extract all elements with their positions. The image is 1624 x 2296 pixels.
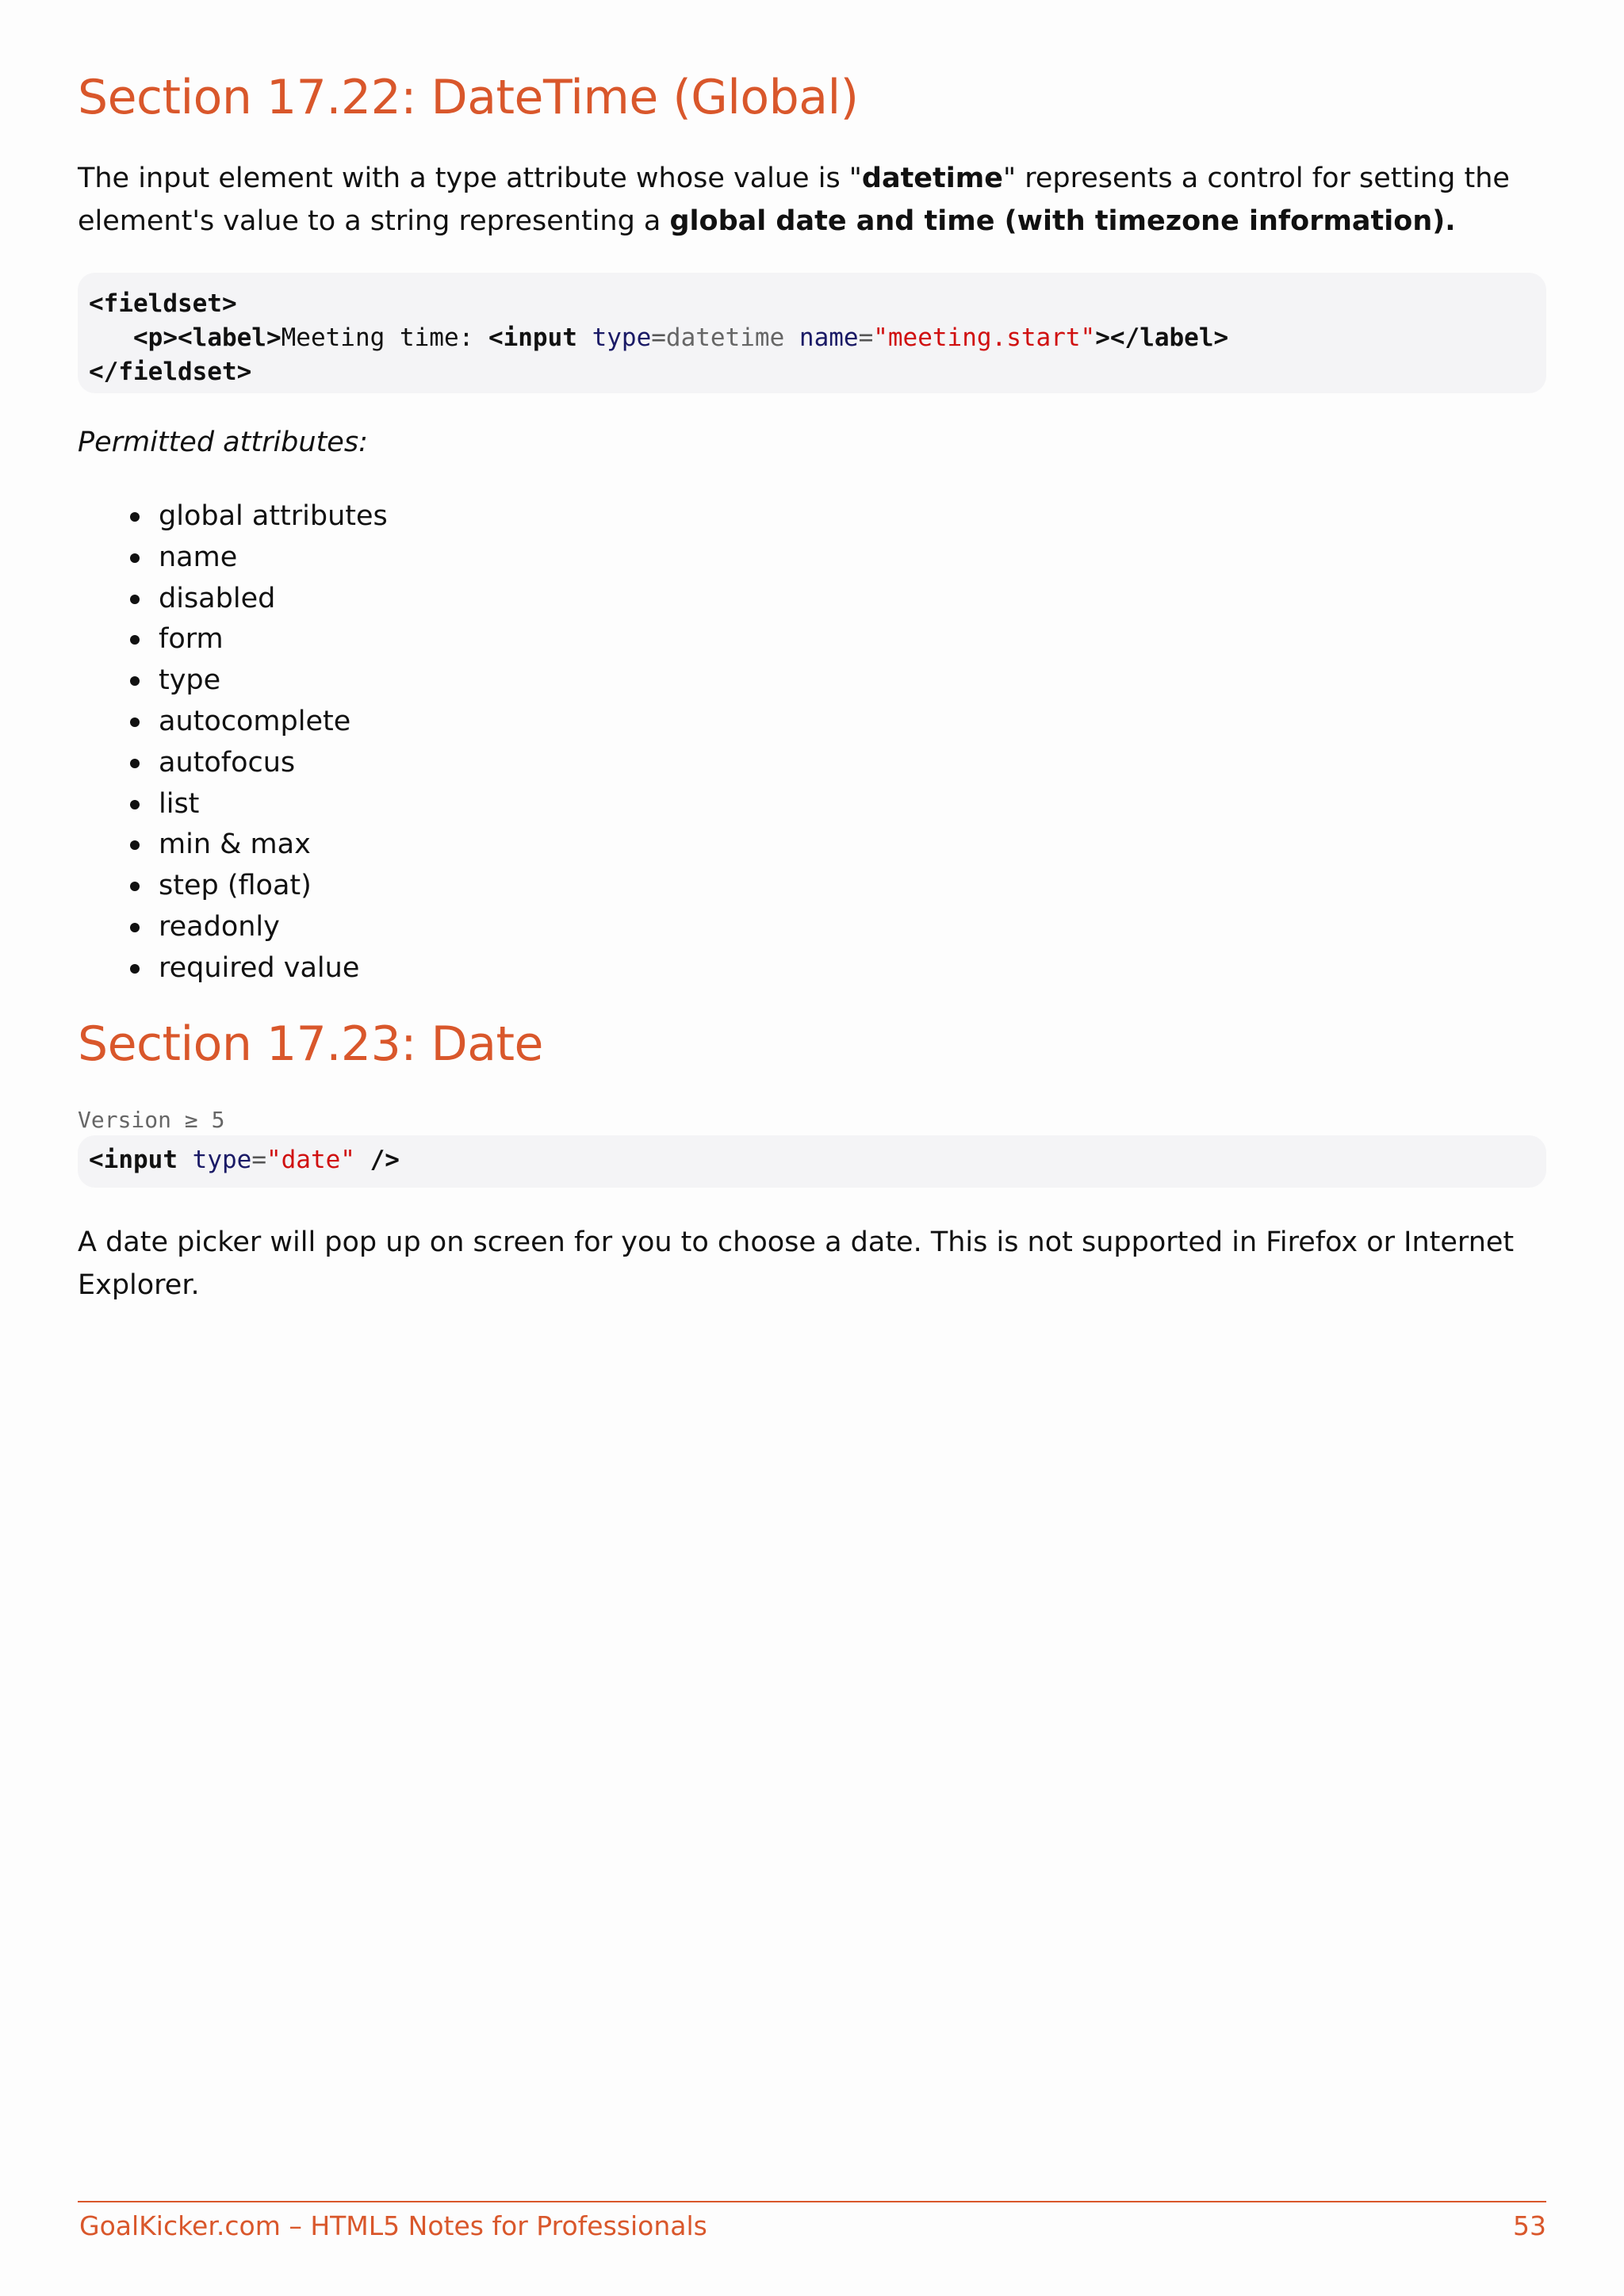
- code-line-3: [89, 355, 1535, 389]
- code-self-close: />: [354, 1146, 400, 1174]
- version-note: Version ≥ 5: [78, 1107, 225, 1133]
- bullet-icon: [130, 635, 140, 645]
- code-val-datetime: datetime: [665, 323, 785, 352]
- code-line-1: [89, 1143, 1535, 1177]
- section-title-date: Section 17.23: Date: [78, 1016, 543, 1072]
- footer-divider: [78, 2201, 1546, 2202]
- code-line-2: [89, 321, 1535, 355]
- code-space: [178, 1146, 193, 1174]
- bullet-icon: [130, 840, 140, 850]
- list-item-text: autocomplete: [159, 705, 351, 737]
- footer-title: GoalKicker.com – HTML5 Notes for Professionals: [79, 2210, 707, 2241]
- list-item: [128, 825, 388, 866]
- code-space: [577, 323, 592, 352]
- list-item: [128, 784, 388, 825]
- code-eq: =: [651, 323, 666, 352]
- code-eq: =: [251, 1146, 266, 1174]
- bullet-icon: [130, 718, 140, 727]
- list-item-text: step (float): [159, 870, 312, 902]
- list-item: [128, 579, 388, 620]
- attribute-list: [128, 496, 388, 989]
- code-val-meeting-start: "meeting.start": [873, 323, 1096, 352]
- intro-bold-datetime: datetime: [861, 163, 1003, 194]
- list-item-text: disabled: [159, 582, 276, 614]
- intro-text-1: The input element with a type attribute whose value is ": [78, 163, 862, 194]
- bullet-icon: [130, 964, 140, 974]
- list-item-text: form: [159, 623, 224, 656]
- date-description-paragraph: A date picker will pop up on screen for you to choose a date. This is not supported in Firefox or Internet Explorer.: [78, 1226, 1515, 1301]
- permitted-attributes-label: Permitted attributes:: [78, 427, 368, 458]
- intro-bold-global: global date and time (with timezone information).: [669, 205, 1456, 237]
- code-eq: =: [858, 323, 874, 352]
- list-item-text: list: [159, 787, 200, 820]
- section-title-datetime: Section 17.22: DateTime (Global): [78, 70, 859, 125]
- code-block-date: [78, 1135, 1546, 1188]
- code-attr-type: type: [592, 323, 652, 352]
- datetime-intro-paragraph: [78, 157, 1546, 243]
- list-item: [128, 907, 388, 948]
- bullet-icon: [130, 759, 140, 768]
- bullet-icon: [130, 595, 140, 604]
- bullet-icon: [130, 882, 140, 891]
- list-item: [128, 948, 388, 989]
- code-input-tag: <input: [488, 323, 577, 352]
- list-item-text: min & max: [159, 828, 311, 861]
- code-attr-name: name: [799, 323, 859, 352]
- code-fieldset-open: <fieldset>: [89, 289, 237, 318]
- intro-text-2: " represents a control for setting the element's value to a string representing a: [78, 163, 1510, 237]
- list-item-text: required value: [159, 951, 360, 984]
- list-item: [128, 496, 388, 538]
- code-fieldset-close: </fieldset>: [89, 358, 252, 386]
- list-item: [128, 702, 388, 743]
- list-item: [128, 743, 388, 784]
- code-val-date: "date": [266, 1146, 355, 1174]
- bullet-icon: [130, 800, 140, 809]
- list-item: [128, 619, 388, 660]
- list-item-text: name: [159, 541, 238, 573]
- list-item: [128, 538, 388, 579]
- list-item-text: global attributes: [159, 500, 388, 532]
- code-label-text: Meeting time:: [281, 323, 488, 352]
- bullet-icon: [130, 553, 140, 563]
- list-item: [128, 866, 388, 907]
- bullet-icon: [130, 676, 140, 686]
- list-item-text: autofocus: [159, 746, 296, 779]
- code-input-tag: <input: [89, 1146, 178, 1174]
- bullet-icon: [130, 512, 140, 522]
- list-item-text: type: [159, 664, 221, 697]
- list-item: [128, 660, 388, 702]
- code-label-close: ></label>: [1095, 323, 1229, 352]
- code-space: [784, 323, 799, 352]
- code-line-1: [89, 287, 1535, 321]
- page-number: 53: [1513, 2210, 1546, 2241]
- code-block-datetime: [78, 273, 1546, 393]
- code-indent: [89, 323, 133, 352]
- list-item-text: readonly: [159, 910, 280, 943]
- bullet-icon: [130, 923, 140, 932]
- code-p-label-open: <p><label>: [133, 323, 282, 352]
- code-attr-type: type: [192, 1146, 252, 1174]
